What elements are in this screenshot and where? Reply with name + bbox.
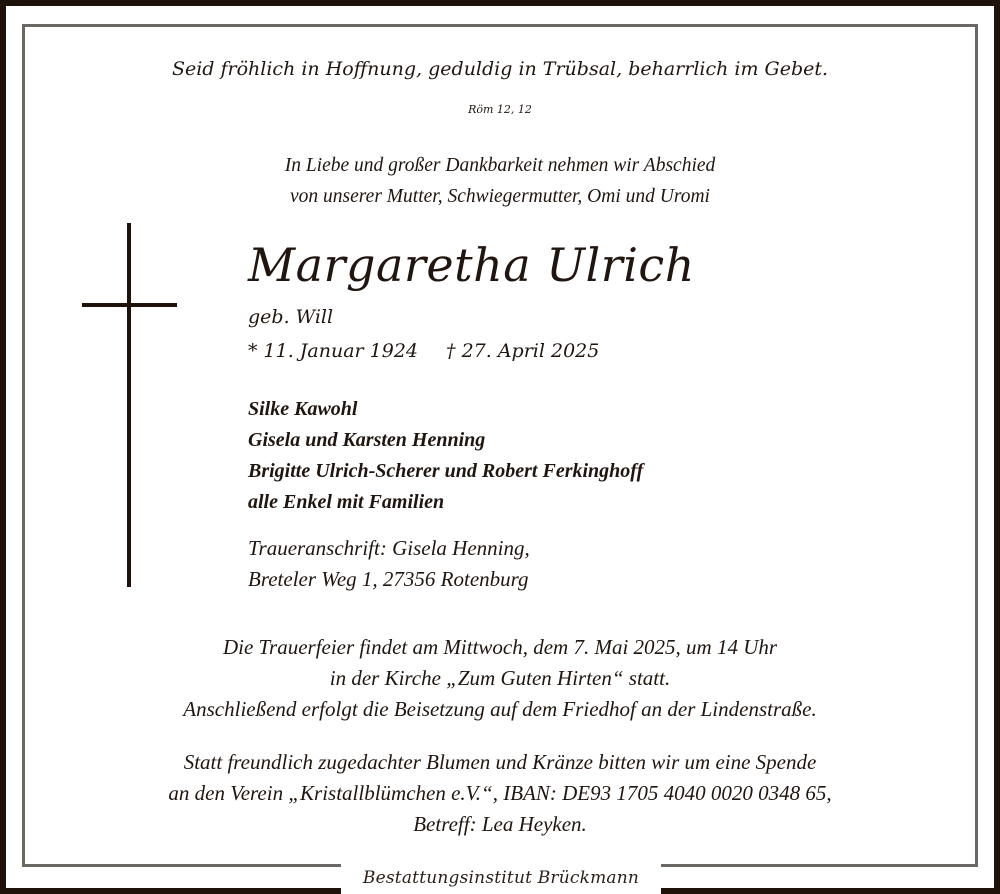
mourner: Silke Kawohl [248,398,358,420]
mourners-list [248,394,643,518]
birth-date: * 11. Januar 1924 [248,340,419,362]
bible-verse: Seid fröhlich in Hoffnung, geduldig in Trübsal, beharrlich im Gebet. [171,58,829,80]
funeral-line: Anschließend erfolgt die Beisetzung auf dem Friedhof an der Lindenstraße. [183,697,817,721]
donation-line: Statt freundlich zugedachter Blumen und Kränze bitten wir um eine Spende [183,750,817,774]
maiden-name: geb. Will [248,306,334,328]
deceased-name: Margaretha Ulrich [248,238,695,292]
intro-line: In Liebe und großer Dankbarkeit nehmen wir Abschied [284,155,716,176]
intro-line: von unserer Mutter, Schwiegermutter, Omi und Uromi [290,186,710,207]
address-line: Traueranschrift: Gisela Henning, [248,536,530,560]
donation-request [0,747,1000,840]
donation-line: Betreff: Lea Heyken. [413,812,587,836]
intro-text [0,150,1000,212]
funeral-details [0,632,1000,725]
death-date: † 27. April 2025 [446,340,600,362]
funeral-line: Die Trauerfeier findet am Mittwoch, dem 7. Mai 2025, um 14 Uhr [222,635,778,659]
funeral-home-name: Bestattungsinstitut Brückmann [362,868,640,888]
cross-horizontal-bar [82,303,177,307]
donation-line: an den Verein „Kristallblümchen e.V.“, IBAN: DE93 1705 4040 0020 0348 65, [168,781,832,805]
cross-vertical-bar [127,223,131,587]
funeral-line: in der Kirche „Zum Guten Hirten“ statt. [329,666,671,690]
mourner: alle Enkel mit Familien [248,491,445,513]
address-line: Breteler Weg 1, 27356 Rotenburg [248,567,529,591]
verse-reference: Röm 12, 12 [468,103,532,116]
mourner: Brigitte Ulrich-Scherer und Robert Ferkinghoff [248,460,644,482]
mourning-address [248,533,530,595]
life-dates [248,340,599,362]
mourner: Gisela und Karsten Henning [248,429,486,451]
